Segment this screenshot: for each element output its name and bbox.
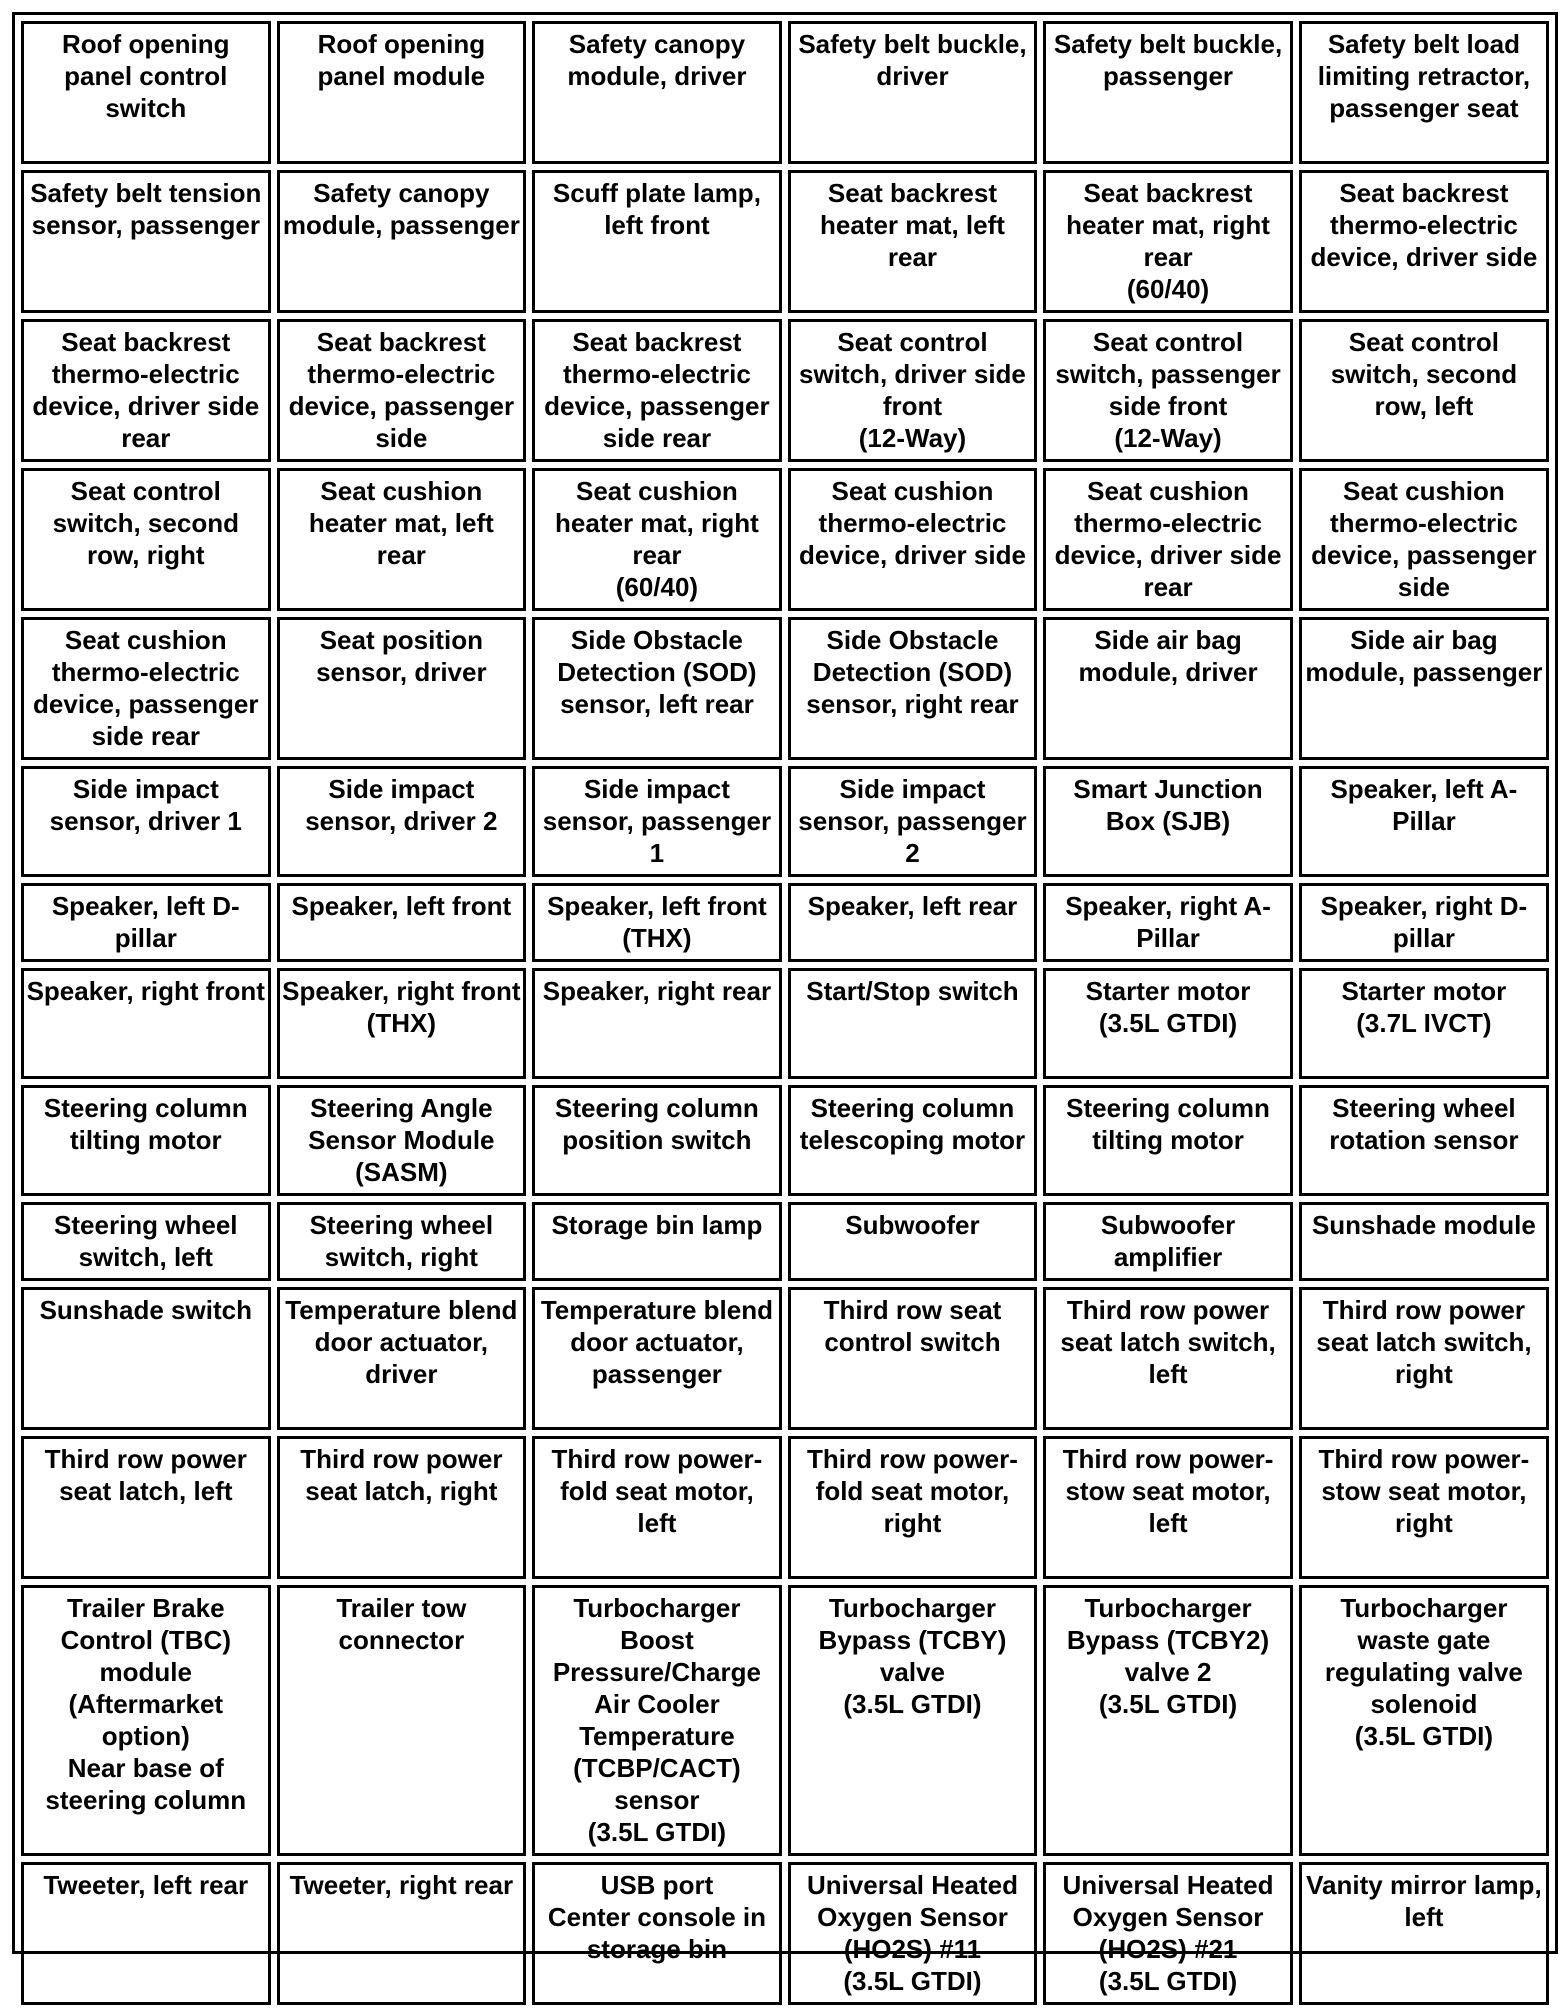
table-cell: Third row power-stow seat motor, right [1299, 1436, 1549, 1579]
table-cell: Safety canopy module, passenger [277, 170, 527, 313]
table-cell: Steering wheel rotation sensor [1299, 1085, 1549, 1196]
table-cell: Third row power-fold seat motor, left [532, 1436, 782, 1579]
table-row [21, 1862, 1549, 2005]
table-cell: Steering column tilting motor [1043, 1085, 1293, 1196]
table-row [21, 468, 1549, 611]
table-cell: Steering column tilting motor [21, 1085, 271, 1196]
table-cell: Trailer tow connector [277, 1585, 527, 1856]
table-cell: Trailer Brake Control (TBC) module (Aftermarket option) Near base of steering column [21, 1585, 271, 1856]
table-cell: Speaker, right D-pillar [1299, 883, 1549, 962]
table-cell: Seat backrest thermo-electric device, driver side rear [21, 319, 271, 462]
table-row [21, 968, 1549, 1079]
table-cell: Steering column position switch [532, 1085, 782, 1196]
table-cell: Starter motor (3.7L IVCT) [1299, 968, 1549, 1079]
table-cell: Universal Heated Oxygen Sensor (HO2S) #11 (3.5L GTDI) [788, 1862, 1038, 2005]
table-cell: Seat cushion thermo-electric device, driver side [788, 468, 1038, 611]
table-cell: Safety belt buckle, passenger [1043, 21, 1293, 164]
table-cell: Safety belt buckle, driver [788, 21, 1038, 164]
table-cell: Speaker, right front (THX) [277, 968, 527, 1079]
table-cell: Roof opening panel control switch [21, 21, 271, 164]
table-cell: Storage bin lamp [532, 1202, 782, 1281]
table-cell: Speaker, left rear [788, 883, 1038, 962]
table-cell: Turbocharger Boost Pressure/Charge Air Cooler Temperature (TCBP/CACT) sensor (3.5L GTDI) [532, 1585, 782, 1856]
table-cell: Vanity mirror lamp, left [1299, 1862, 1549, 2005]
table-cell: Third row power seat latch switch, right [1299, 1287, 1549, 1430]
table-cell: Subwoofer [788, 1202, 1038, 1281]
table-row [21, 1436, 1549, 1579]
table-cell: Seat cushion thermo-electric device, driver side rear [1043, 468, 1293, 611]
table-row [21, 21, 1549, 164]
table-cell: Universal Heated Oxygen Sensor (HO2S) #21 (3.5L GTDI) [1043, 1862, 1293, 2005]
table-cell: Steering wheel switch, right [277, 1202, 527, 1281]
table-row [21, 170, 1549, 313]
table-cell: Seat backrest heater mat, left rear [788, 170, 1038, 313]
table-cell: Speaker, left D-pillar [21, 883, 271, 962]
table-cell: Smart Junction Box (SJB) [1043, 766, 1293, 877]
table-cell: Turbocharger waste gate regulating valve solenoid (3.5L GTDI) [1299, 1585, 1549, 1856]
table-cell: Sunshade switch [21, 1287, 271, 1430]
table-cell: Side impact sensor, driver 1 [21, 766, 271, 877]
table-cell: Turbocharger Bypass (TCBY) valve (3.5L GTDI) [788, 1585, 1038, 1856]
table-cell: Temperature blend door actuator, passenger [532, 1287, 782, 1430]
table-cell: Third row power seat latch switch, left [1043, 1287, 1293, 1430]
table-cell: Tweeter, right rear [277, 1862, 527, 2005]
table-cell: Scuff plate lamp, left front [532, 170, 782, 313]
table-cell: Seat control switch, driver side front (12-Way) [788, 319, 1038, 462]
table-cell: Third row seat control switch [788, 1287, 1038, 1430]
table-cell: Speaker, left front (THX) [532, 883, 782, 962]
table-row [21, 1287, 1549, 1430]
table-row [21, 1202, 1549, 1281]
table-cell: Sunshade module [1299, 1202, 1549, 1281]
table-cell: Speaker, right A-Pillar [1043, 883, 1293, 962]
table-cell: Temperature blend door actuator, driver [277, 1287, 527, 1430]
table-cell: Safety belt tension sensor, passenger [21, 170, 271, 313]
table-cell: Third row power-fold seat motor, right [788, 1436, 1038, 1579]
table-cell: Seat cushion heater mat, right rear (60/40) [532, 468, 782, 611]
table-cell: Seat cushion thermo-electric device, passenger side [1299, 468, 1549, 611]
table-cell: Seat backrest thermo-electric device, driver side [1299, 170, 1549, 313]
table-cell: Seat cushion thermo-electric device, passenger side rear [21, 617, 271, 760]
table-cell: Side impact sensor, driver 2 [277, 766, 527, 877]
table-cell: Third row power-stow seat motor, left [1043, 1436, 1293, 1579]
table-cell: Seat backrest heater mat, right rear (60/40) [1043, 170, 1293, 313]
table-cell: Speaker, right rear [532, 968, 782, 1079]
table-cell: Speaker, right front [21, 968, 271, 1079]
table-cell: Steering Angle Sensor Module (SASM) [277, 1085, 527, 1196]
component-location-table [12, 12, 1558, 1996]
table-cell: Roof opening panel module [277, 21, 527, 164]
table-cell: Side impact sensor, passenger 2 [788, 766, 1038, 877]
table-cell: Seat backrest thermo-electric device, passenger side [277, 319, 527, 462]
table-cell: Seat control switch, second row, left [1299, 319, 1549, 462]
table-row [21, 617, 1549, 760]
table-cell: Side air bag module, passenger [1299, 617, 1549, 760]
table-cell: Third row power seat latch, right [277, 1436, 527, 1579]
table-cell: Safety canopy module, driver [532, 21, 782, 164]
table-row [21, 1085, 1549, 1196]
table-cell: Seat backrest thermo-electric device, passenger side rear [532, 319, 782, 462]
table-cell: Subwoofer amplifier [1043, 1202, 1293, 1281]
table-cell: Seat control switch, second row, right [21, 468, 271, 611]
table-cell: Safety belt load limiting retractor, passenger seat [1299, 21, 1549, 164]
component-grid [15, 15, 1555, 2011]
table-cell: Seat cushion heater mat, left rear [277, 468, 527, 611]
table-cell: Seat control switch, passenger side front (12-Way) [1043, 319, 1293, 462]
table-row [21, 319, 1549, 462]
table-cell: Side Obstacle Detection (SOD) sensor, right rear [788, 617, 1038, 760]
table-cell: Turbocharger Bypass (TCBY2) valve 2 (3.5L GTDI) [1043, 1585, 1293, 1856]
table-cell: Speaker, left A-Pillar [1299, 766, 1549, 877]
table-cell: Side Obstacle Detection (SOD) sensor, left rear [532, 617, 782, 760]
table-cell: Side impact sensor, passenger 1 [532, 766, 782, 877]
table-cell: Steering column telescoping motor [788, 1085, 1038, 1196]
table-cell: Start/Stop switch [788, 968, 1038, 1079]
table-cell: Tweeter, left rear [21, 1862, 271, 2005]
table-cell: Seat position sensor, driver [277, 617, 527, 760]
table-cell: Side air bag module, driver [1043, 617, 1293, 760]
table-cell: Starter motor (3.5L GTDI) [1043, 968, 1293, 1079]
table-cell: Speaker, left front [277, 883, 527, 962]
table-cell: USB port Center console in storage bin [532, 1862, 782, 2005]
table-cell: Steering wheel switch, left [21, 1202, 271, 1281]
table-cell: Third row power seat latch, left [21, 1436, 271, 1579]
table-row [21, 766, 1549, 877]
table-row [21, 883, 1549, 962]
table-row [21, 1585, 1549, 1856]
